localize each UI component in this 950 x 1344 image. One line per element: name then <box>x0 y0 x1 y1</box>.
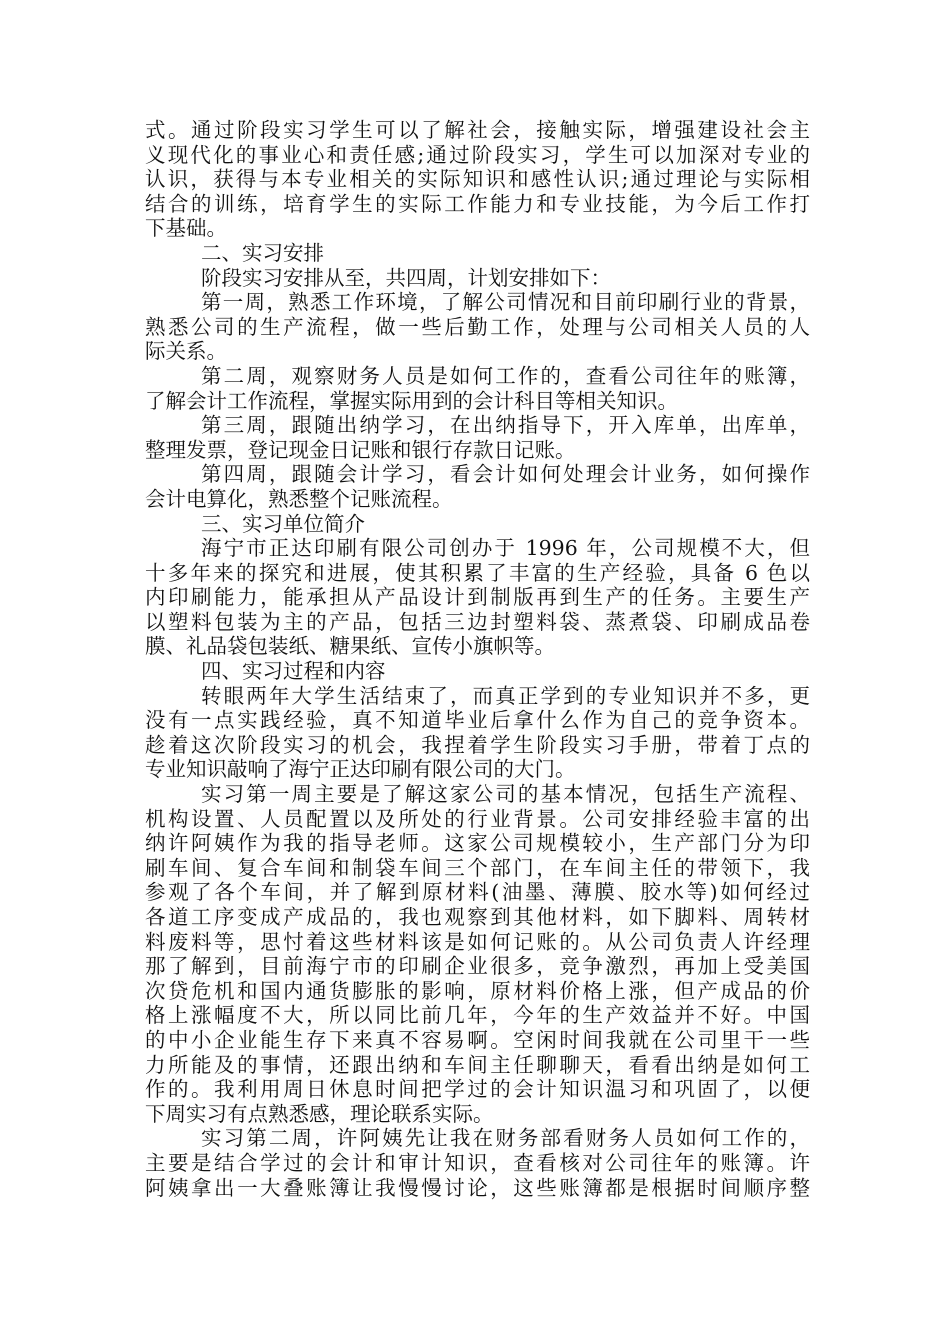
text-line: 阿姨拿出一大叠账簿让我慢慢讨论，这些账簿都是根据时间顺序整 <box>145 1175 810 1200</box>
text-line: 认识，获得与本专业相关的实际知识和感性认识;通过理论与实际相 <box>145 167 810 192</box>
text-line: 格上涨幅度不大，所以同比前几年，今年的生产效益并不好。中国 <box>145 1003 810 1028</box>
text-line: 刷车间、复合车间和制袋车间三个部门，在车间主任的带领下，我 <box>145 855 810 880</box>
text-line: 第四周，跟随会计学习，看会计如何处理会计业务，如何操作 <box>201 462 810 487</box>
text-line: 力所能及的事情，还跟出纳和车间主任聊聊天，看看出纳是如何工 <box>145 1052 810 1077</box>
text-line: 料废料等，思忖着这些材料该是如何记账的。从公司负责人许经理 <box>145 929 810 954</box>
text-line: 第三周，跟随出纳学习，在出纳指导下，开入库单，出库单， <box>201 413 810 438</box>
text-line: 没有一点实践经验，真不知道毕业后拿什么作为自己的竞争资本。 <box>145 708 810 733</box>
text-line: 机构设置、人员配置以及所处的行业背景。公司安排经验丰富的出 <box>145 806 810 831</box>
text-line: 以塑料包装为主的产品，包括三边封塑料袋、蒸煮袋、印刷成品卷 <box>145 609 810 634</box>
text-line: 际关系。 <box>145 339 227 364</box>
text-line: 第二周，观察财务人员是如何工作的，查看公司往年的账簿， <box>201 363 810 388</box>
text-line: 阶段实习安排从至，共四周，计划安排如下： <box>201 265 611 290</box>
text-line: 参观了各个车间，并了解到原材料(油墨、薄膜、胶水等)如何经过 <box>145 880 810 905</box>
text-line: 十多年来的探究和进展，使其积累了丰富的生产经验，具备 6 色以 <box>145 560 810 585</box>
text-line: 膜、礼品袋包装纸、糖果纸、宣传小旗帜等。 <box>145 634 555 659</box>
text-line: 三、实习单位简介 <box>201 511 365 536</box>
text-line: 实习第二周，许阿姨先让我在财务部看财务人员如何工作的， <box>201 1126 810 1151</box>
text-line: 各道工序变成产成品的，我也观察到其他材料，如下脚料、周转材 <box>145 905 810 929</box>
text-line: 作的。我利用周日休息时间把学过的会计知识温习和巩固了，以便 <box>145 1077 810 1102</box>
text-line: 了解会计工作流程，掌握实际用到的会计科目等相关知识。 <box>145 388 678 413</box>
text-line: 那了解到，目前海宁市的印刷企业很多，竞争激烈，再加上受美国 <box>145 954 810 979</box>
text-line: 下周实习有点熟悉感，理论联系实际。 <box>145 1101 494 1126</box>
text-line: 义现代化的事业心和责任感;通过阶段实习，学生可以加深对专业的 <box>145 142 810 167</box>
text-line: 熟悉公司的生产流程，做一些后勤工作，处理与公司相关人员的人 <box>145 314 810 339</box>
text-line: 主要是结合学过的会计和审计知识，查看核对公司往年的账簿。许 <box>145 1150 810 1175</box>
text-line: 式。通过阶段实习学生可以了解社会，接触实际，增强建设社会主 <box>145 118 810 142</box>
text-line: 的中小企业能生存下来真不容易啊。空闲时间我就在公司里干一些 <box>145 1027 810 1052</box>
document-body <box>145 118 810 1200</box>
text-line: 实习第一周主要是了解这家公司的基本情况，包括生产流程、 <box>201 782 810 807</box>
text-line: 次贷危机和国内通货膨胀的影响，原材料价格上涨，但产成品的价 <box>145 978 810 1003</box>
text-line: 趁着这次阶段实习的机会，我捏着学生阶段实习手册，带着丁点的 <box>145 732 810 757</box>
text-line: 下基础。 <box>145 216 227 241</box>
text-line: 转眼两年大学生活结束了，而真正学到的专业知识并不多，更 <box>201 683 810 708</box>
text-line: 会计电算化，熟悉整个记账流程。 <box>145 486 453 511</box>
text-line: 四、实习过程和内容 <box>201 659 386 684</box>
text-line: 内印刷能力，能承担从产品设计到制版再到生产的任务。主要生产 <box>145 585 810 610</box>
text-line: 专业知识敲响了海宁正达印刷有限公司的大门。 <box>145 757 576 782</box>
text-line: 整理发票，登记现金日记账和银行存款日记账。 <box>145 437 576 462</box>
text-line: 结合的训练，培育学生的实际工作能力和专业技能，为今后工作打 <box>145 191 810 216</box>
text-line: 纳许阿姨作为我的指导老师。这家公司规模较小，生产部门分为印 <box>145 831 810 856</box>
text-line: 第一周，熟悉工作环境，了解公司情况和目前印刷行业的背景， <box>201 290 810 315</box>
text-line: 二、实习安排 <box>201 240 324 265</box>
text-line: 海宁市正达印刷有限公司创办于 1996 年，公司规模不大，但 <box>201 536 810 561</box>
